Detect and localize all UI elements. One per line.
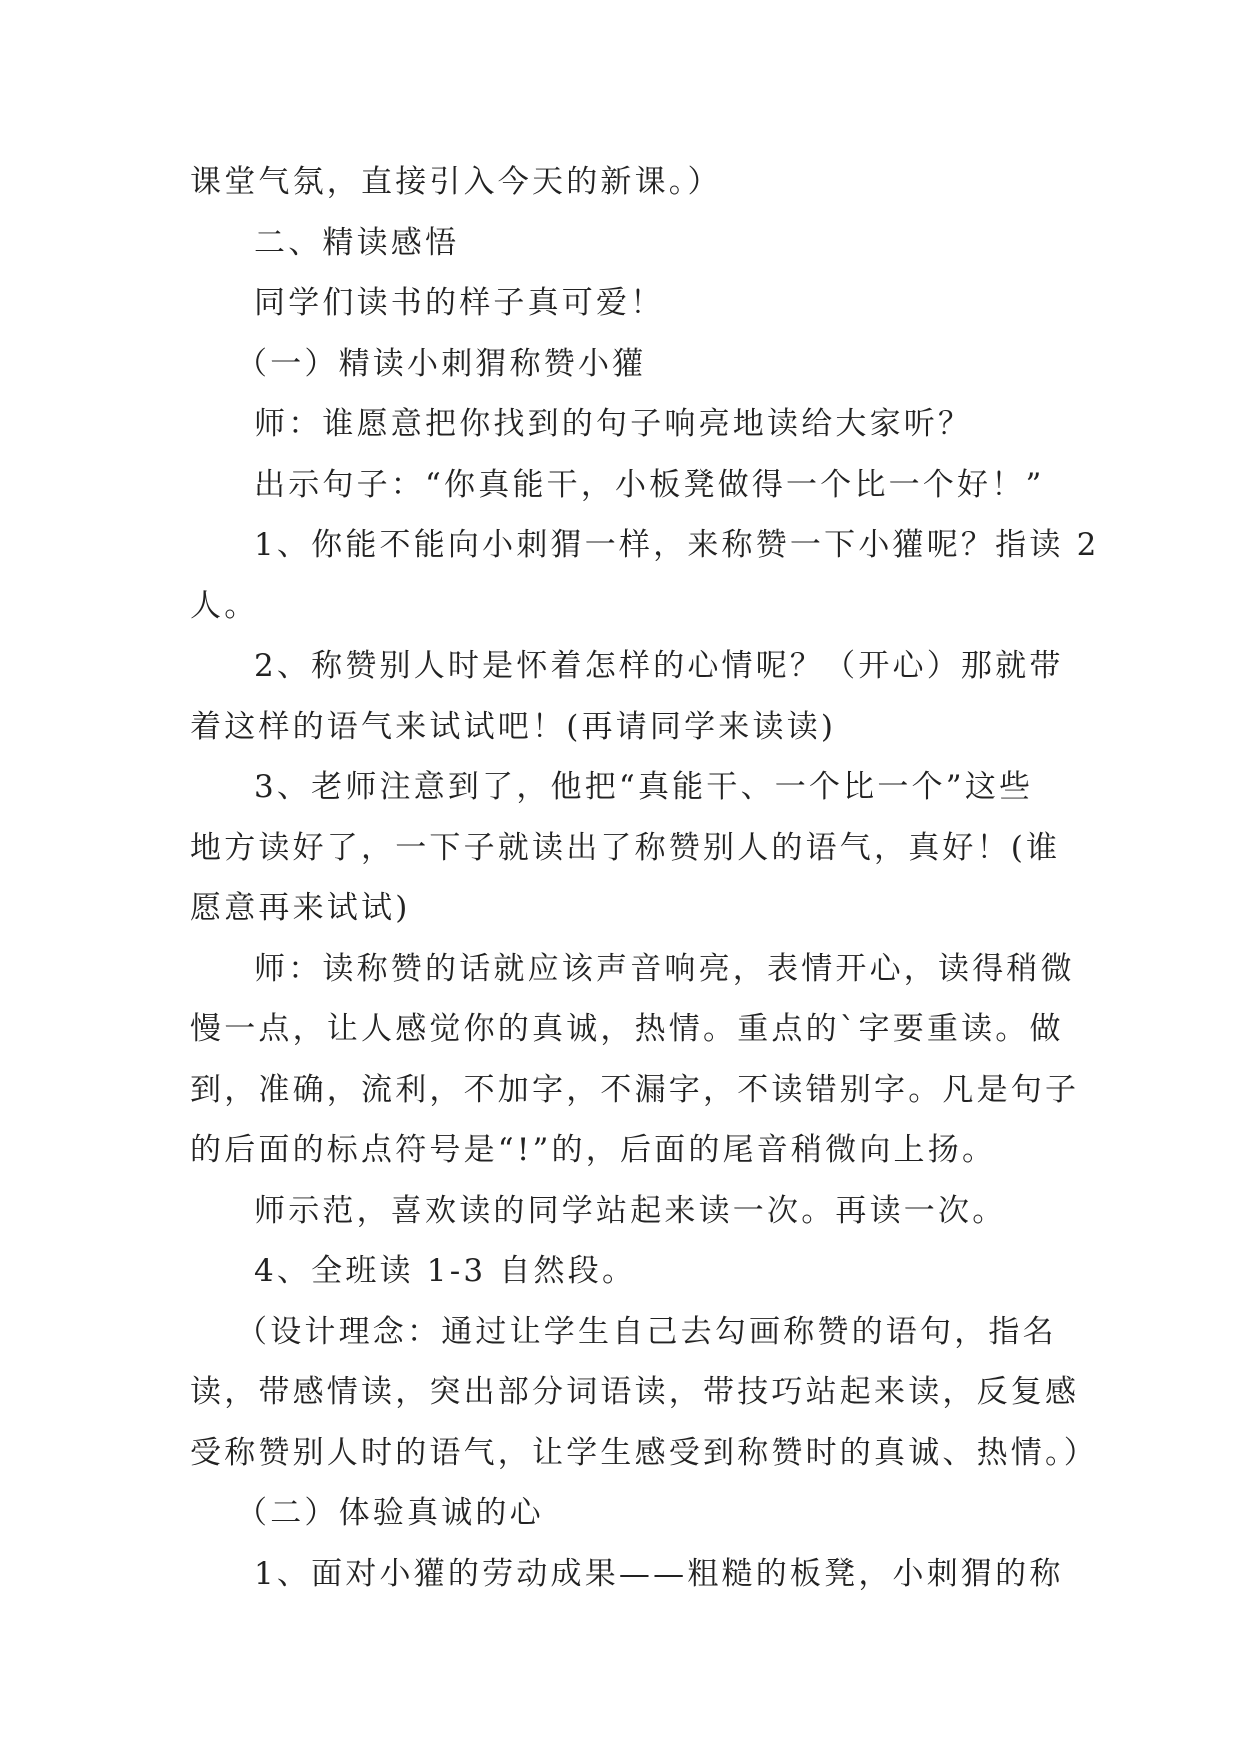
text-line-7: 1、你能不能向小刺猬一样，来称赞一下小獾呢？指读 2 — [254, 527, 1100, 563]
document-body — [190, 152, 1100, 1604]
text-line-24: 1、面对小獾的劳动成果——粗糙的板凳，小刺猬的称 — [254, 1555, 1064, 1592]
text-line-5: 师：谁愿意把你找到的句子响亮地读给大家听？ — [254, 406, 973, 442]
text-line-12: 地方读好了，一下子就读出了称赞别人的语气，真好！(谁 — [190, 829, 1061, 866]
subsection-heading-1: （一）精读小刺猬称赞小獾 — [236, 345, 647, 382]
text-line-17: 的后面的标点符号是“!”的，后面的尾音稍微向上扬。 — [190, 1132, 997, 1168]
text-line-9: 2、称赞别人时是怀着怎样的心情呢？（开心）那就带 — [254, 648, 1064, 684]
text-line-13: 愿意再来试试) — [190, 890, 411, 926]
text-line-21: 读，带感情读，突出部分词语读，带技巧站起来读，反复感 — [190, 1374, 1080, 1410]
text-line-6: 出示句子：“你真能干，小板凳做得一个比一个好！” — [254, 466, 1045, 503]
text-line-1: 课堂气氛，直接引入今天的新课。） — [190, 164, 722, 200]
section-heading-2: 二、精读感悟 — [254, 224, 460, 261]
text-line-20: （设计理念：通过让学生自己去勾画称赞的语句，指名 — [236, 1313, 1057, 1350]
text-line-8: 人。 — [190, 587, 259, 624]
text-line-11: 3、老师注意到了，他把“真能干、一个比一个”这些 — [254, 769, 1034, 805]
subsection-heading-2: （二）体验真诚的心 — [236, 1495, 544, 1531]
text-line-22: 受称赞别人时的语气，让学生感受到称赞时的真诚、热情。） — [190, 1434, 1098, 1471]
text-line-14: 师：读称赞的话就应该声音响亮，表情开心，读得稍微 — [254, 950, 1075, 987]
text-line-10: 着这样的语气来试试吧！(再请同学来读读) — [190, 708, 837, 745]
text-line-3: 同学们读书的样子真可爱！ — [254, 285, 665, 321]
text-line-18: 师示范，喜欢读的同学站起来读一次。再读一次。 — [254, 1192, 1007, 1229]
text-line-16: 到，准确，流利，不加字，不漏字，不读错别字。凡是句子 — [190, 1071, 1080, 1108]
text-line-15: 慢一点，让人感觉你的真诚，热情。重点的`字要重读。做 — [190, 1011, 1064, 1047]
text-line-19: 4、全班读 1-3 自然段。 — [254, 1253, 637, 1289]
